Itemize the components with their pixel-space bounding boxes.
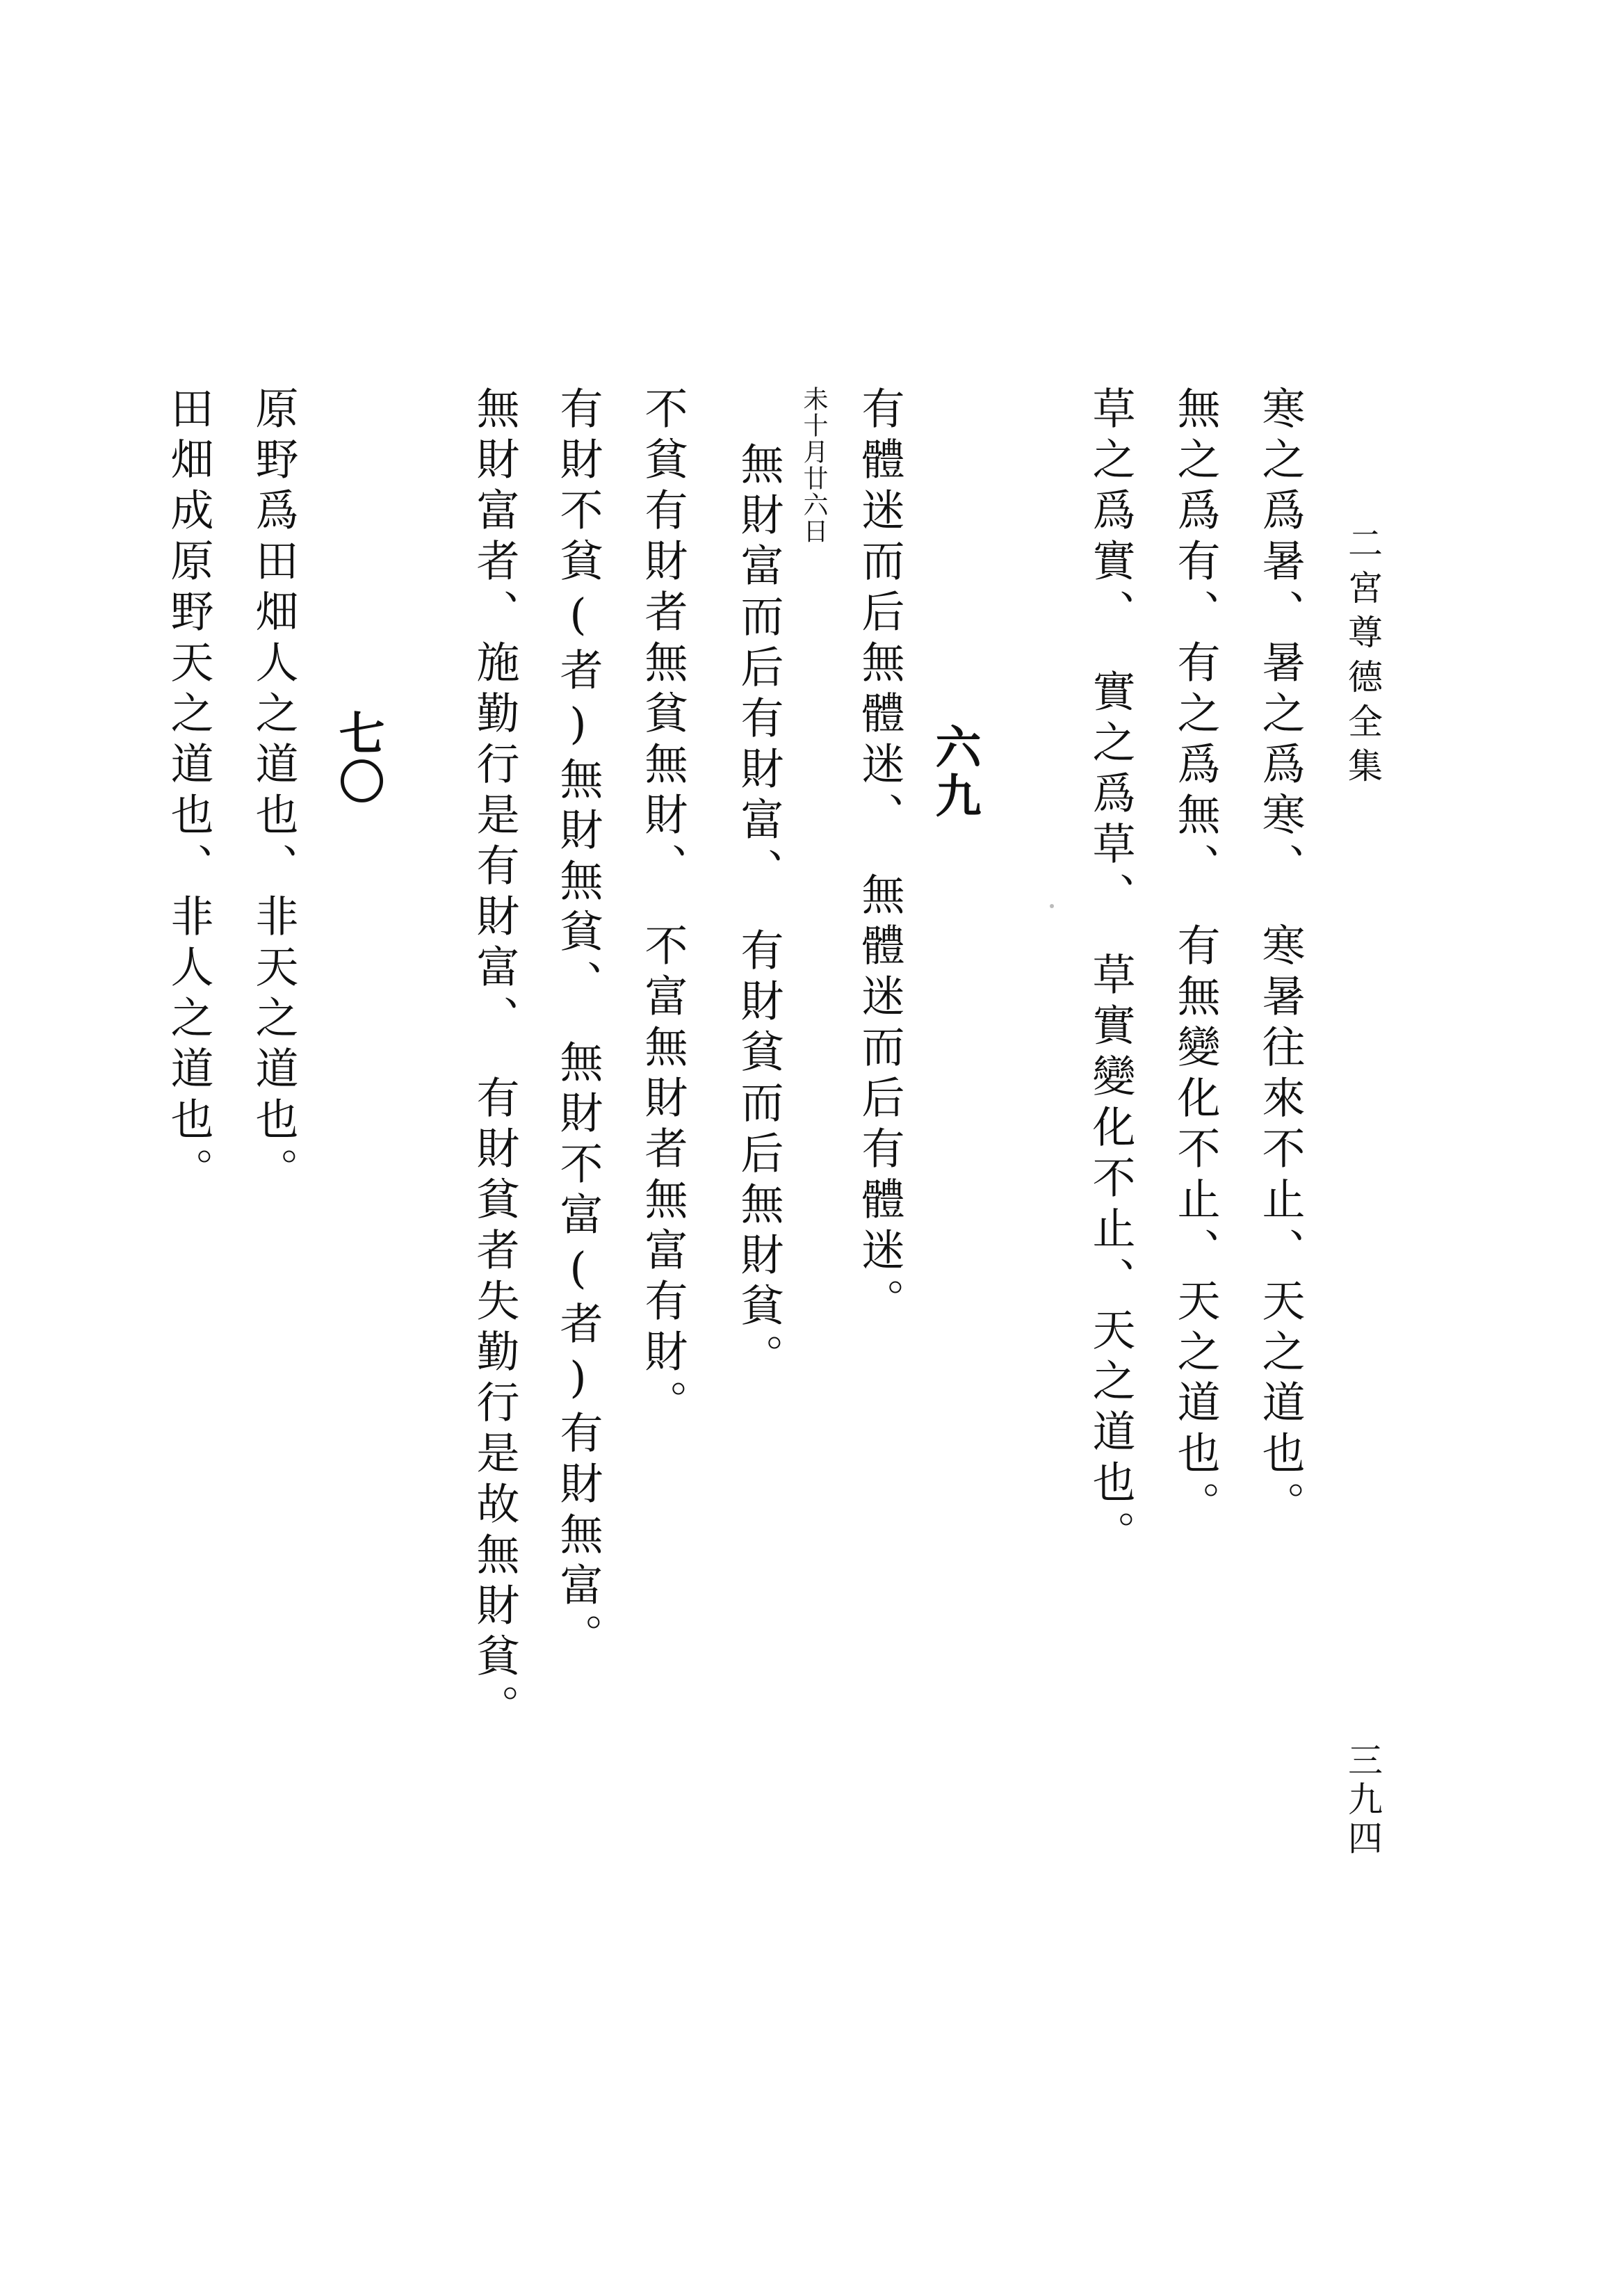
section-heading-70: 七〇 — [331, 709, 385, 807]
text-line-3: 草之爲實、 實之爲草、 草實變化不止、天之道也。 — [1085, 386, 1136, 1561]
text-line-1: 寒之爲暑、暑之爲寒、 寒暑往來不止、天之道也。 — [1255, 386, 1306, 1532]
text-line-10: 田畑成原野天之道也、非人之道也。 — [163, 386, 214, 1198]
paper-speck — [1050, 904, 1054, 908]
text-line-9: 原野爲田畑人之道也、非天之道也。 — [248, 386, 299, 1198]
text-line-2: 無之爲有、有之爲無、 有無變化不止、天之道也。 — [1170, 386, 1221, 1532]
section-heading-69: 六九 — [927, 723, 982, 821]
text-line-7: 有財不貧(者)無財無貧、 無財不富(者)有財無富。 — [553, 386, 603, 1664]
text-line-8: 無財富者、施勤行是有財富、 有財貧者失勤行是故無財貧。 — [469, 386, 520, 1735]
page-number: 三九四 — [1342, 1742, 1383, 1859]
date-note: 未十月廿六日 — [799, 386, 828, 544]
running-title: 二宮尊德全集 — [1342, 525, 1383, 792]
text-line-6: 不貧有財者無貧無財、 不富無財者無富有財。 — [638, 386, 688, 1430]
text-line-4: 有體迷而后無體迷、 無體迷而后有體迷。 — [854, 386, 905, 1329]
text-line-5: 無財富而后有財富、 有財貧而后無財貧。 — [733, 442, 784, 1385]
